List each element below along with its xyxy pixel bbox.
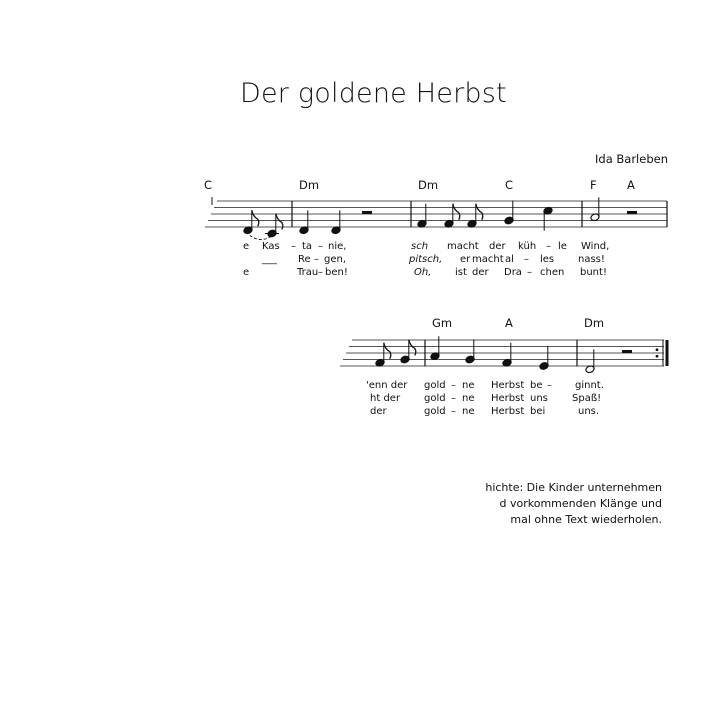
lyric-syllable: er (460, 254, 471, 265)
lyric-syllable: Spaß! (572, 393, 602, 404)
lyric-syllable: chen (540, 267, 565, 278)
instructions-line: mal ohne Text wiederholen. (510, 513, 662, 526)
lyric-syllable: ne (462, 380, 475, 391)
quarter-note (539, 346, 549, 370)
repeat-dot (656, 348, 659, 351)
lyric-syllable: Trau (297, 267, 319, 278)
lyric-syllable: les (540, 254, 555, 265)
instructions-line: d vorkommenden Klänge und (499, 497, 662, 510)
lyric-syllable: – (546, 241, 551, 252)
chord-symbol: A (505, 316, 513, 330)
lyric-syllable: der (472, 267, 489, 278)
lyric-syllable: – (451, 380, 456, 391)
lyric-syllable: pitsch, (409, 254, 443, 265)
chord-symbol: A (627, 178, 635, 192)
chord-symbol: Dm (299, 178, 320, 192)
quarter-note (504, 201, 514, 225)
chord-symbol: Gm (432, 316, 453, 330)
half-rest (622, 350, 632, 353)
instructions-text (470, 480, 662, 528)
chord-symbol: F (590, 178, 597, 192)
chord-symbol: Dm (584, 316, 605, 330)
lyric-syllable: Dra (504, 267, 522, 278)
lyric-syllable: ta (302, 241, 313, 252)
lyric-syllable: – (451, 406, 456, 417)
lyric-syllable: – (314, 254, 319, 265)
lyric-syllable: e (243, 241, 250, 252)
lyric-syllable: gold (424, 406, 446, 417)
lyric-syllable: nass! (578, 254, 605, 265)
lyric-syllable: ne (462, 406, 475, 417)
lyric-syllable: sch (411, 241, 429, 252)
lyric-syllable: nie, (328, 241, 347, 252)
lyric-syllable: macht (472, 254, 504, 265)
lyric-syllable: 'enn der (366, 380, 408, 391)
lyric-syllable: le (558, 241, 567, 252)
lyric-syllable: ginnt. (575, 380, 604, 391)
lyric-syllable: der (489, 241, 506, 252)
quarter-note (465, 340, 475, 364)
lyric-syllable: – (524, 254, 529, 265)
lyric-syllable: ne (462, 393, 475, 404)
lyric-syllable: Oh, (414, 267, 432, 278)
lyric-syllable: Herbst (491, 406, 525, 417)
eighth-note (400, 340, 416, 364)
lyric-syllable: – (451, 393, 456, 404)
composer: Ida Barleben (595, 152, 668, 166)
lyric-syllable: Kas (262, 241, 280, 252)
flag (252, 210, 259, 226)
lyric-syllable: e (243, 267, 250, 278)
lyric-syllable: Herbst (491, 380, 525, 391)
flag (453, 204, 460, 220)
chord-symbol: C (204, 178, 213, 192)
lyric-syllable: ht der (370, 393, 401, 404)
lyric-syllable: gen, (324, 254, 347, 265)
lyric-syllable: uns. (578, 406, 600, 417)
lyric-syllable: – (547, 380, 552, 391)
instructions-line: hichte: Die Kinder unternehmen (485, 481, 662, 494)
chord-symbol: Dm (418, 178, 439, 192)
lyric-syllable: gold (424, 393, 446, 404)
song-title: Der goldene Herbst (240, 78, 507, 109)
lyric-syllable: – (527, 267, 532, 278)
lyric-syllable: gold (424, 380, 446, 391)
lyric-syllable: ___ (262, 254, 277, 265)
lyric-syllable: be (530, 380, 543, 391)
lyric-syllable: der (370, 406, 387, 417)
flag (476, 204, 483, 220)
half-rest (362, 211, 372, 214)
flag (384, 343, 391, 359)
lyric-syllable: macht (447, 241, 479, 252)
lyric-syllable: uns (530, 393, 548, 404)
lyric-syllable: – (291, 241, 296, 252)
lyric-syllable: – (318, 267, 323, 278)
lyric-syllable: ben! (325, 267, 348, 278)
lyric-syllable: al (505, 254, 514, 265)
lyric-syllable: bunt! (580, 267, 607, 278)
half-rest (627, 211, 637, 214)
lyric-syllable: küh (518, 241, 537, 252)
lyric-syllable: Wind, (581, 241, 610, 252)
lyric-syllable: Re (298, 254, 311, 265)
lyric-syllable: ist (455, 267, 467, 278)
lyric-syllable: bei (530, 406, 546, 417)
lyric-syllable: – (318, 241, 323, 252)
lyric-syllable: Herbst (491, 393, 525, 404)
repeat-dot (656, 355, 659, 358)
chord-symbol: C (505, 178, 514, 192)
